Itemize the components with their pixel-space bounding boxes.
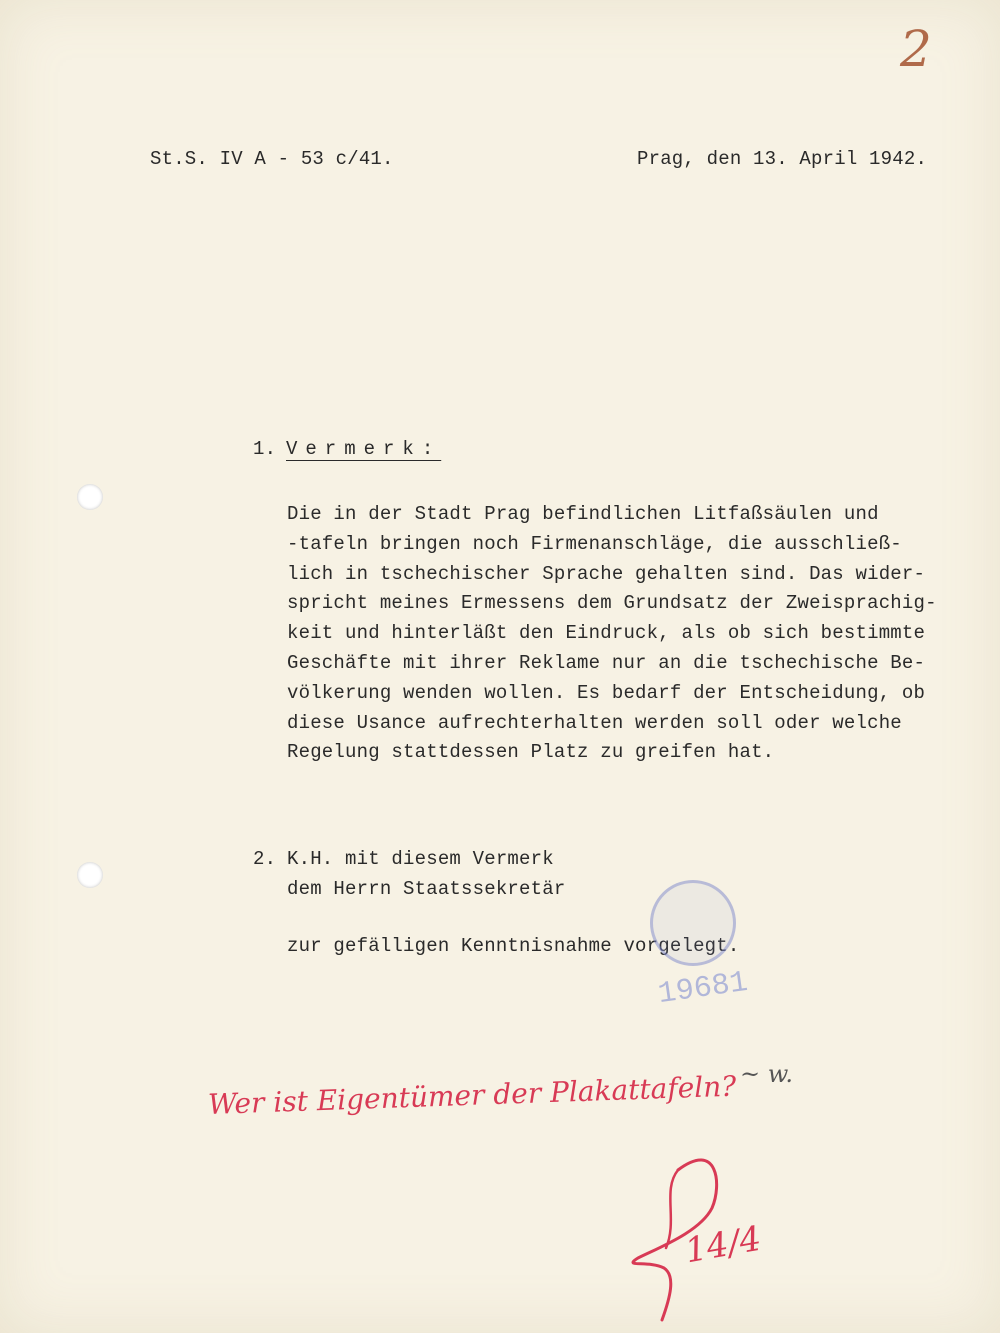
paragraph-line: diese Usance aufrechterhalten werden soll oder welche — [287, 711, 902, 734]
stamp-number: 19681 — [656, 965, 750, 1013]
paragraph-line: Die in der Stadt Prag befindlichen Litfaßsäulen und — [287, 503, 879, 525]
item1-heading: Vermerk: — [286, 438, 442, 460]
paragraph-line: völkerung wenden wollen. Es bedarf der Entscheidung, ob — [287, 681, 926, 704]
paragraph-line: Regelung stattdessen Platz zu greifen hat. — [287, 741, 775, 764]
paragraph-line: spricht meines Ermessens dem Grundsatz der Zweisprachig- — [287, 592, 937, 615]
reference-number: St.S. IV A - 53 c/41. — [150, 148, 394, 170]
item2-line1: K.H. mit diesem Vermerk — [287, 848, 554, 870]
paragraph-line: -tafeln bringen noch Firmenanschläge, die ausschließ- — [287, 532, 902, 555]
pencil-mark: ~ w. — [740, 1060, 794, 1088]
paragraph-line: lich in tschechischer Sprache gehalten sind. Das wider- — [287, 562, 926, 585]
punch-hole-bottom — [77, 862, 103, 888]
signature-date: 14/4 — [682, 1218, 765, 1272]
office-stamp — [650, 880, 736, 966]
handwritten-note: Wer ist Eigentümer der Plakattafeln? — [207, 1069, 737, 1121]
paragraph-line: keit und hinterläßt den Eindruck, als ob sich bestimmte — [287, 622, 926, 645]
place-date: Prag, den 13. April 1942. — [637, 148, 928, 170]
paragraph-line: Geschäfte mit ihrer Reklame nur an die tschechische Be- — [287, 651, 926, 674]
item1-number: 1. — [253, 438, 277, 460]
item2-line2: dem Herrn Staatssekretär — [287, 878, 566, 900]
item2-line3: zur gefälligen Kenntnisnahme vorgelegt. — [287, 935, 740, 957]
item2-number: 2. — [253, 848, 277, 870]
punch-hole-top — [77, 484, 103, 510]
item1-paragraph — [287, 500, 937, 768]
page-number: 2 — [900, 20, 932, 78]
